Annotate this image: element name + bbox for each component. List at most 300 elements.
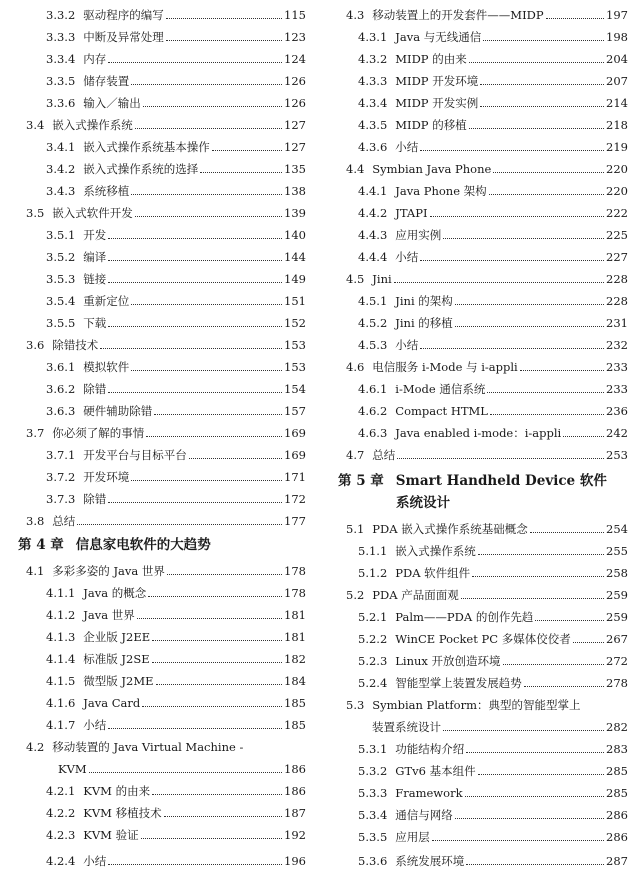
- dot-leader: [455, 304, 604, 305]
- toc-entry-title: Palm——PDA 的创作先趋: [395, 610, 534, 624]
- toc-entry: [18, 0, 306, 22]
- toc-entry: [18, 732, 306, 754]
- toc-entry-number: 4.3.4: [358, 96, 388, 110]
- toc-entry-page: 233: [606, 360, 628, 374]
- toc-entry-page: 285: [606, 764, 628, 778]
- dot-leader: [520, 370, 604, 371]
- toc-entry-number: 5.2.3: [358, 654, 388, 668]
- dot-leader: [131, 194, 282, 195]
- toc-entry-title: Symbian Java Phone: [372, 162, 492, 176]
- toc-entry-title: 除错技术: [52, 338, 99, 352]
- toc-entry: [18, 396, 306, 418]
- toc-entry-number: 5.3.1: [358, 742, 388, 756]
- toc-entry-title: 总结: [372, 448, 396, 462]
- toc-entry-title: 通信与网络: [395, 808, 453, 822]
- toc-entry-title: MIDP 开发实例: [395, 96, 479, 110]
- toc-entry-number: 3.5.2: [46, 250, 76, 264]
- toc-entry-page: 144: [284, 250, 306, 264]
- dot-leader: [154, 414, 282, 415]
- toc-entry-number: 4.3: [346, 8, 365, 22]
- toc-entry-page: 259: [606, 588, 628, 602]
- toc-entry: [338, 0, 628, 22]
- toc-entry-page: 187: [284, 806, 306, 820]
- toc-entry: [338, 88, 628, 110]
- toc-entry-page: 254: [606, 522, 628, 536]
- toc-entry-title: 嵌入式操作系统: [52, 118, 133, 132]
- dot-leader: [212, 150, 282, 151]
- dot-leader: [478, 774, 604, 775]
- toc-entry: [18, 330, 306, 352]
- toc-entry-number: 4.4: [346, 162, 365, 176]
- toc-entry-title: Java 与无线通信: [395, 30, 482, 44]
- dot-leader: [156, 684, 282, 685]
- dot-leader: [137, 618, 282, 619]
- toc-entry-page: 178: [284, 564, 306, 578]
- toc-entry-page: 192: [284, 828, 306, 842]
- toc-entry: [338, 242, 628, 264]
- toc-entry-page: 219: [606, 140, 628, 154]
- toc-entry-page: 242: [606, 426, 628, 440]
- dot-leader: [432, 840, 604, 841]
- toc-entry-number: 3.6: [26, 338, 45, 352]
- toc-entry: [18, 798, 306, 820]
- toc-entry-title: Java enabled i-mode：i-appli: [395, 426, 562, 440]
- toc-entry-page: 220: [606, 184, 628, 198]
- dot-leader: [89, 772, 282, 773]
- toc-entry: [338, 734, 628, 756]
- toc-entry-page: 138: [284, 184, 306, 198]
- dot-leader: [483, 40, 604, 41]
- toc-entry-title: PDA 嵌入式操作系统基础概念: [372, 522, 528, 536]
- toc-entry-title: 内存: [83, 52, 107, 66]
- toc-entry-title: 总结: [52, 514, 76, 528]
- dot-leader: [108, 62, 282, 63]
- dot-leader: [490, 414, 604, 415]
- dot-leader: [108, 864, 282, 865]
- toc-entry-page: 123: [284, 30, 306, 44]
- toc-entry-page: 286: [606, 808, 628, 822]
- dot-leader: [135, 128, 282, 129]
- dot-leader: [108, 502, 282, 503]
- toc-entry: [338, 440, 628, 462]
- toc-entry: [338, 558, 628, 580]
- toc-entry-number: 4.1.3: [46, 630, 76, 644]
- toc-entry: [18, 220, 306, 242]
- toc-entry-title: 小结: [83, 854, 107, 868]
- toc-entry-number: 4.6.2: [358, 404, 388, 418]
- toc-entry: [18, 66, 306, 88]
- toc-entry: [338, 264, 628, 286]
- toc-entry-title: 移动装置的 Java Virtual Machine -: [52, 740, 244, 754]
- dot-leader: [108, 238, 282, 239]
- dot-leader: [573, 642, 604, 643]
- toc-entry: [338, 374, 628, 396]
- toc-entry-title: Java Phone 架构: [395, 184, 487, 198]
- dot-leader: [503, 664, 604, 665]
- dot-leader: [480, 106, 604, 107]
- toc-entry-number: 4.6: [346, 360, 365, 374]
- toc-entry-number: 4.1.4: [46, 652, 76, 666]
- toc-entry-number: 5.2.4: [358, 676, 388, 690]
- toc-entry-page: 181: [284, 608, 306, 622]
- toc-entry-number: 3.7: [26, 426, 45, 440]
- toc-entry-title: 开发平台与目标平台: [83, 448, 187, 462]
- toc-entry-title: 微型版 J2ME: [83, 674, 154, 688]
- toc-entry-page: 172: [284, 492, 306, 506]
- toc-entry-page: 255: [606, 544, 628, 558]
- toc-entry: [338, 778, 628, 800]
- dot-leader: [152, 640, 282, 641]
- dot-leader: [131, 480, 282, 481]
- toc-entry: [338, 602, 628, 624]
- toc-entry-title: MIDP 的移植: [395, 118, 467, 132]
- toc-entry: [18, 154, 306, 176]
- toc-entry-page: 169: [284, 448, 306, 462]
- toc-entry: [18, 176, 306, 198]
- toc-entry: [338, 646, 628, 668]
- toc-entry-page: 149: [284, 272, 306, 286]
- toc-entry-page: 282: [606, 720, 628, 734]
- toc-entry-title: 移动装置上的开发套件——MIDP: [372, 8, 544, 22]
- toc-entry-page: 197: [606, 8, 628, 22]
- dot-leader: [166, 40, 282, 41]
- dot-leader: [146, 436, 282, 437]
- toc-entry: [338, 846, 628, 868]
- toc-entry-page: 135: [284, 162, 306, 176]
- toc-entry-number: 3.5: [26, 206, 45, 220]
- dot-leader: [166, 18, 282, 19]
- toc-entry-number: 3.5.3: [46, 272, 76, 286]
- toc-entry-page: 154: [284, 382, 306, 396]
- toc-entry-number: 3.3.2: [46, 8, 76, 22]
- toc-entry: [18, 820, 306, 842]
- toc-entry-number: 3.7.2: [46, 470, 76, 484]
- toc-entry: [18, 286, 306, 308]
- toc-entry-number: 5.3.4: [358, 808, 388, 822]
- toc-entry-title: 多彩多姿的 Java 世界: [52, 564, 165, 578]
- toc-entry-page: 253: [606, 448, 628, 462]
- toc-entry-number: 3.3.4: [46, 52, 76, 66]
- dot-leader: [563, 436, 604, 437]
- toc-entry-number: 4.2.2: [46, 806, 76, 820]
- toc-entry-number: 4.1.1: [46, 586, 76, 600]
- toc-entry-number: 4.5: [346, 272, 365, 286]
- toc-entry-number: 3.3.6: [46, 96, 76, 110]
- dot-leader: [524, 686, 604, 687]
- dot-leader: [135, 216, 282, 217]
- toc-entry-number: 3.7.1: [46, 448, 76, 462]
- toc-entry: [18, 484, 306, 506]
- toc-entry-page: 236: [606, 404, 628, 418]
- toc-entry-number: 3.5.5: [46, 316, 76, 330]
- toc-entry: [338, 220, 628, 242]
- dot-leader: [108, 392, 282, 393]
- toc-entry-number: 5.3.3: [358, 786, 388, 800]
- dot-leader: [480, 84, 604, 85]
- toc-entry-page: 186: [284, 762, 306, 776]
- toc-entry-number: 4.3.3: [358, 74, 388, 88]
- toc-entry-page: 153: [284, 360, 306, 374]
- toc-entry-number: 5.2.1: [358, 610, 388, 624]
- toc-entry-number: 5.3.2: [358, 764, 388, 778]
- toc-entry-title: 系统移植: [83, 184, 130, 198]
- toc-entry: [338, 668, 628, 690]
- dot-leader: [152, 662, 282, 663]
- toc-entry: [18, 132, 306, 154]
- toc-entry: [338, 756, 628, 778]
- toc-entry-title: 硬件辅助除错: [83, 404, 153, 418]
- toc-entry-number: 4.3.5: [358, 118, 388, 132]
- toc-entry-title: 小结: [395, 140, 419, 154]
- toc-entry-title: PDA 产品面面观: [372, 588, 459, 602]
- toc-entry: [338, 418, 628, 440]
- toc-entry-page: 171: [284, 470, 306, 484]
- toc-entry-number: 4.5.2: [358, 316, 388, 330]
- toc-entry-title: 重新定位: [83, 294, 130, 308]
- toc-entry-page: 177: [284, 514, 306, 528]
- toc-entry-title: Jini 的架构: [395, 294, 453, 308]
- toc-entry-title: WinCE Pocket PC 多媒体佼佼者: [395, 632, 571, 646]
- dot-leader: [472, 576, 604, 577]
- toc-entry-page: 139: [284, 206, 306, 220]
- toc-entry-number: 3.7.3: [46, 492, 76, 506]
- toc-entry-number: 4.4.1: [358, 184, 388, 198]
- toc-entry-page: 185: [284, 718, 306, 732]
- toc-entry-page: 186: [284, 784, 306, 798]
- toc-entry-page: 198: [606, 30, 628, 44]
- toc-entry: [338, 396, 628, 418]
- toc-entry-title: 模拟软件: [83, 360, 130, 374]
- toc-entry-number: 5.3: [346, 698, 365, 712]
- dot-leader: [108, 326, 282, 327]
- toc-entry-number: 5.2.2: [358, 632, 388, 646]
- toc-entry: [18, 556, 306, 578]
- toc-entry-title: 开发环境: [83, 470, 130, 484]
- toc-entry: [338, 536, 628, 558]
- dot-leader: [164, 816, 282, 817]
- toc-entry-title: Java Card: [83, 696, 141, 710]
- toc-entry: [338, 44, 628, 66]
- toc-entry-title: 嵌入式操作系统基本操作: [83, 140, 210, 154]
- dot-leader: [443, 238, 604, 239]
- dot-leader: [465, 796, 604, 797]
- toc-entry: [18, 688, 306, 710]
- toc-entry: [338, 110, 628, 132]
- toc-entry-title: 嵌入式操作系统的选择: [83, 162, 199, 176]
- toc-entry-page: 231: [606, 316, 628, 330]
- toc-entry-number: 4.5.1: [358, 294, 388, 308]
- toc-entry-page: 214: [606, 96, 628, 110]
- toc-entry-page: 278: [606, 676, 628, 690]
- dot-leader: [148, 596, 282, 597]
- toc-entry-page: 287: [606, 854, 628, 868]
- toc-entry: [18, 644, 306, 666]
- toc-entry-title: Smart Handheld Device 软件: [395, 473, 607, 489]
- toc-entry: [338, 132, 628, 154]
- dot-leader: [493, 172, 604, 173]
- toc-entry-page: 152: [284, 316, 306, 330]
- dot-leader: [77, 524, 282, 525]
- toc-entry: [18, 530, 306, 552]
- toc-entry-page: 267: [606, 632, 628, 646]
- toc-entry-title: KVM 的由来: [83, 784, 151, 798]
- toc-entry-title: 驱动程序的编写: [83, 8, 164, 22]
- toc-entry: [18, 242, 306, 264]
- toc-entry-page: 185: [284, 696, 306, 710]
- toc-entry-title: Jini 的移植: [395, 316, 453, 330]
- toc-entry: [338, 154, 628, 176]
- toc-entry-page: 151: [284, 294, 306, 308]
- toc-entry: [18, 776, 306, 798]
- dot-leader: [167, 574, 282, 575]
- toc-entry-title: 系统设计: [396, 495, 450, 511]
- toc-entry-number: 4.3.2: [358, 52, 388, 66]
- toc-entry-title: 嵌入式操作系统: [395, 544, 476, 558]
- dot-leader: [489, 194, 604, 195]
- toc-entry-title: 系统发展环境: [395, 854, 465, 868]
- toc-entry: [18, 198, 306, 220]
- dot-leader: [466, 752, 604, 753]
- toc-entry-number: 3.4.2: [46, 162, 76, 176]
- toc-entry-title: Java 世界: [83, 608, 135, 622]
- dot-leader: [108, 260, 282, 261]
- toc-entry-number: 3.8: [26, 514, 45, 528]
- toc-entry-number: 4.6.1: [358, 382, 388, 396]
- toc-entry: [338, 624, 628, 646]
- toc-entry: [338, 66, 628, 88]
- toc-entry: [338, 330, 628, 352]
- toc-entry-number: 4.2.1: [46, 784, 76, 798]
- dot-leader: [535, 620, 604, 621]
- toc-entry: [18, 22, 306, 44]
- dot-leader: [487, 392, 604, 393]
- toc-entry-title: 小结: [395, 338, 419, 352]
- toc-entry: [338, 308, 628, 330]
- toc-entry: [338, 352, 628, 374]
- toc-entry-title: KVM 移植技术: [83, 806, 162, 820]
- toc-entry-number: 4.1.2: [46, 608, 76, 622]
- toc-entry-title: Compact HTML: [395, 404, 488, 418]
- dot-leader: [143, 106, 282, 107]
- dot-leader: [466, 864, 604, 865]
- toc-entry-title: 链接: [83, 272, 107, 286]
- toc-entry-title: PDA 软件组件: [395, 566, 471, 580]
- toc-entry-title: GTv6 基本组件: [395, 764, 476, 778]
- toc-entry-page: 126: [284, 74, 306, 88]
- toc-entry-title: Symbian Platform：典型的智能型掌上: [372, 698, 581, 712]
- toc-entry-title: Framework: [395, 786, 463, 800]
- toc-entry-number: 4.6.3: [358, 426, 388, 440]
- toc-entry: [18, 374, 306, 396]
- toc-entry-number: 3.6.3: [46, 404, 76, 418]
- toc-entry: [18, 308, 306, 330]
- toc-entry-number: 3.6.1: [46, 360, 76, 374]
- toc-entry-title: 应用层: [395, 830, 430, 844]
- toc-entry-page: 181: [284, 630, 306, 644]
- toc-entry: [18, 666, 306, 688]
- toc-entry: [18, 462, 306, 484]
- toc-entry-title: 功能结构介绍: [395, 742, 465, 756]
- toc-entry-number: 5.3.5: [358, 830, 388, 844]
- toc-entry-page: 272: [606, 654, 628, 668]
- dot-leader: [189, 458, 282, 459]
- toc-entry-title: 你必须了解的事情: [52, 426, 145, 440]
- toc-entry-number: 4.1.7: [46, 718, 76, 732]
- toc-entry-number: 4.3.6: [358, 140, 388, 154]
- dot-leader: [469, 128, 604, 129]
- toc-entry-page: 228: [606, 294, 628, 308]
- toc-entry-title: 信息家电软件的大趋势: [75, 537, 211, 553]
- toc-entry-page: 285: [606, 786, 628, 800]
- toc-entry-page: 157: [284, 404, 306, 418]
- toc-entry-title: 企业版 J2EE: [83, 630, 151, 644]
- dot-leader: [420, 348, 604, 349]
- toc-entry-number: 4.4.4: [358, 250, 388, 264]
- dot-leader: [478, 554, 604, 555]
- toc-entry-page: 115: [284, 8, 306, 22]
- toc-entry: [18, 440, 306, 462]
- toc-entry-title: MIDP 的由来: [395, 52, 467, 66]
- toc-entry-title: 电信服务 i-Mode 与 i-appli: [372, 360, 518, 374]
- toc-entry-title: 开发: [83, 228, 107, 242]
- toc-entry-page: 153: [284, 338, 306, 352]
- toc-entry-number: 第 4 章: [18, 537, 64, 553]
- toc-entry-title: 储存装置: [83, 74, 130, 88]
- toc-entry-page: 169: [284, 426, 306, 440]
- toc-entry-page: 184: [284, 674, 306, 688]
- dot-leader: [142, 706, 282, 707]
- toc-entry: [18, 754, 306, 776]
- toc-entry: [338, 514, 628, 536]
- toc-entry: [338, 690, 628, 712]
- dot-leader: [141, 838, 282, 839]
- toc-entry-title: 小结: [83, 718, 107, 732]
- dot-leader: [546, 18, 604, 19]
- toc-entry-number: 3.4: [26, 118, 45, 132]
- toc-entry-page: 258: [606, 566, 628, 580]
- toc-entry: [18, 44, 306, 66]
- toc-entry-number: 4.2.3: [46, 828, 76, 842]
- toc-entry: [18, 846, 306, 868]
- toc-entry-title: 智能型掌上装置发展趋势: [395, 676, 522, 690]
- dot-leader: [200, 172, 282, 173]
- toc-entry-page: 140: [284, 228, 306, 242]
- toc-entry: [18, 710, 306, 732]
- toc-entry-page: 225: [606, 228, 628, 242]
- dot-leader: [455, 326, 604, 327]
- toc-entry-number: 4.4.3: [358, 228, 388, 242]
- dot-leader: [461, 598, 604, 599]
- toc-entry-title: Java 的概念: [83, 586, 147, 600]
- toc-entry-number: 4.1: [26, 564, 45, 578]
- toc-entry-page: 227: [606, 250, 628, 264]
- dot-leader: [420, 260, 604, 261]
- toc-entry-number: 4.1.6: [46, 696, 76, 710]
- toc-entry-number: 5.1: [346, 522, 365, 536]
- toc-entry-title: 嵌入式软件开发: [52, 206, 133, 220]
- toc-entry-page: 228: [606, 272, 628, 286]
- toc-entry-page: 218: [606, 118, 628, 132]
- toc-entry-number: 4.5.3: [358, 338, 388, 352]
- dot-leader: [108, 282, 282, 283]
- toc-entry-number: 4.1.5: [46, 674, 76, 688]
- toc-entry-number: 4.7: [346, 448, 365, 462]
- toc-entry-number: 4.2.4: [46, 854, 76, 868]
- toc-entry: [18, 418, 306, 440]
- toc-entry-number: 5.3.6: [358, 854, 388, 868]
- toc-entry: [338, 198, 628, 220]
- toc-entry-title: 标准版 J2SE: [83, 652, 150, 666]
